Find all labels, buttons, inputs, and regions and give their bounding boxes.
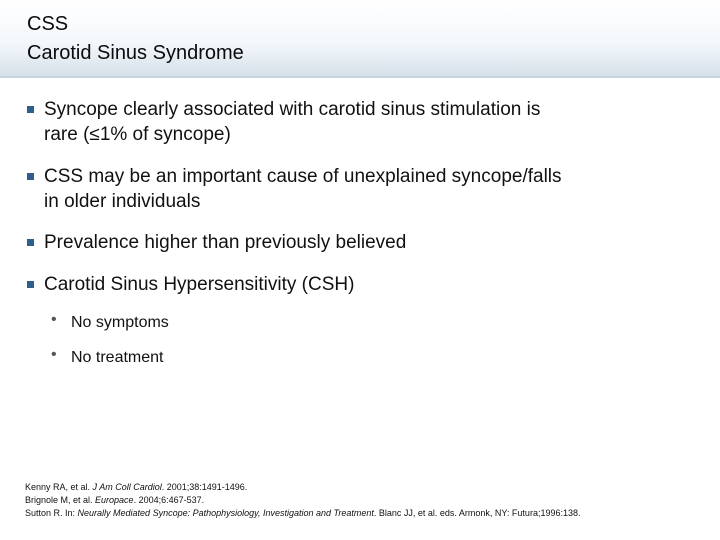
ref-3-detail: . Blanc JJ, et al. eds. Armonk, NY: Futura;1996:138. bbox=[373, 508, 581, 518]
reference-3 bbox=[25, 507, 580, 520]
title-divider bbox=[0, 76, 720, 78]
sub-bullet-1-text: No symptoms bbox=[71, 314, 169, 331]
ref-3-book: Neurally Mediated Syncope: Pathophysiology, Investigation and Treatment bbox=[77, 508, 374, 518]
bullet-2-line-2: in older individuals bbox=[44, 191, 201, 212]
square-bullet-icon bbox=[27, 106, 34, 113]
references bbox=[25, 481, 580, 520]
sub-bullet-2-text: No treatment bbox=[71, 349, 164, 366]
bullet-2-line-1: CSS may be an important cause of unexplained syncope/falls bbox=[44, 166, 562, 187]
title-line-2: Carotid Sinus Syndrome bbox=[27, 42, 244, 64]
ref-3-authors: Sutton R. In: bbox=[25, 508, 78, 518]
square-bullet-icon bbox=[27, 239, 34, 246]
ref-1-authors: Kenny RA, et al. bbox=[25, 482, 93, 492]
reference-2 bbox=[25, 494, 580, 507]
dot-bullet-icon: • bbox=[51, 346, 57, 363]
ref-2-detail: . 2004;6:467-537. bbox=[133, 495, 205, 505]
ref-2-journal: Europace bbox=[95, 495, 134, 505]
slide-title bbox=[27, 10, 244, 68]
ref-2-authors: Brignole M, et al. bbox=[25, 495, 96, 505]
ref-1-journal: J Am Coll Cardiol bbox=[92, 482, 162, 492]
square-bullet-icon bbox=[27, 173, 34, 180]
bullet-1-line-2: rare (≤1% of syncope) bbox=[44, 124, 231, 145]
dot-bullet-icon: • bbox=[51, 311, 57, 328]
square-bullet-icon bbox=[27, 281, 34, 288]
title-line-1: CSS bbox=[27, 13, 69, 35]
ref-1-detail: . 2001;38:1491-1496. bbox=[161, 482, 248, 492]
bullet-3-line-1: Prevalence higher than previously believed bbox=[44, 232, 407, 253]
bullet-1-line-1: Syncope clearly associated with carotid sinus stimulation is bbox=[44, 99, 541, 120]
reference-1 bbox=[25, 481, 580, 494]
bullet-4-line-1: Carotid Sinus Hypersensitivity (CSH) bbox=[44, 274, 355, 295]
